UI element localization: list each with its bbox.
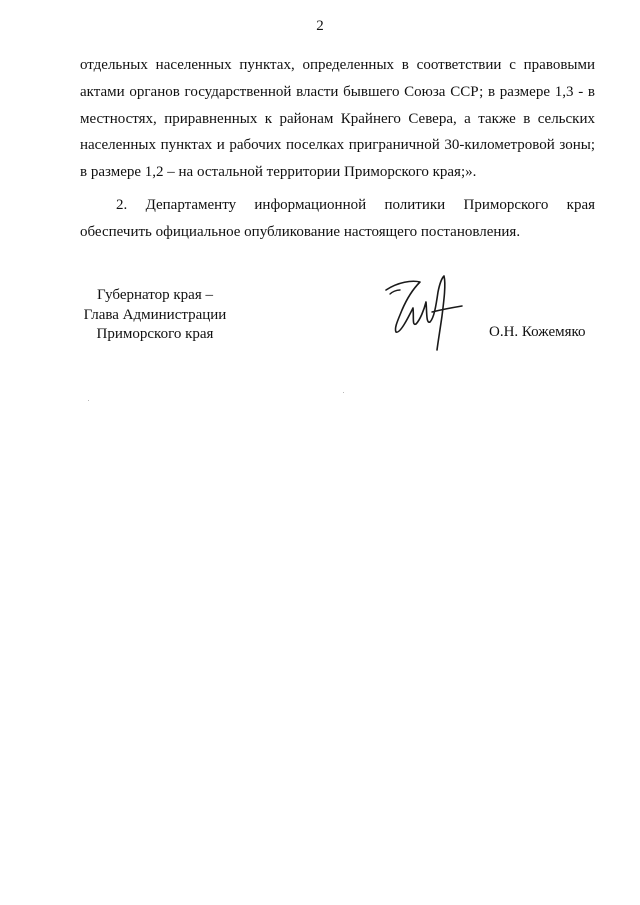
body-line: местностях, приравненных к районам Крайнего Севера, а также в сельских — [80, 110, 595, 127]
scan-artifact — [88, 400, 89, 401]
body-line: в размере 1,2 – на остальной территории Приморского края;». — [80, 164, 477, 181]
body-line: обеспечить официальное опубликование настоящего постановления. — [80, 223, 521, 240]
body-line: населенных пунктах и рабочих поселках приграничной 30-километровой зоны; — [80, 137, 595, 154]
signatory-title-line: Глава Администрации — [83, 306, 227, 323]
signatory-title — [80, 286, 230, 345]
paragraph-2-first-line: 2. Департаменту информационной политики Приморского края — [116, 196, 595, 213]
page-number: 2 — [316, 18, 324, 34]
document-body — [80, 52, 595, 246]
body-line: актами органов государственной власти бывшего Союза ССР; в размере 1,3 - в — [80, 83, 595, 100]
scan-artifact — [343, 392, 344, 393]
body-line: отдельных населенных пунктах, определенных в соответствии с правовыми — [80, 57, 595, 73]
signature-block — [80, 286, 595, 376]
signatory-title-line: Приморского края — [96, 326, 214, 342]
signatory-name: О.Н. Кожемяко — [489, 324, 586, 340]
signatory-title-line: Губернатор края – — [97, 287, 213, 303]
handwritten-signature — [380, 272, 468, 352]
